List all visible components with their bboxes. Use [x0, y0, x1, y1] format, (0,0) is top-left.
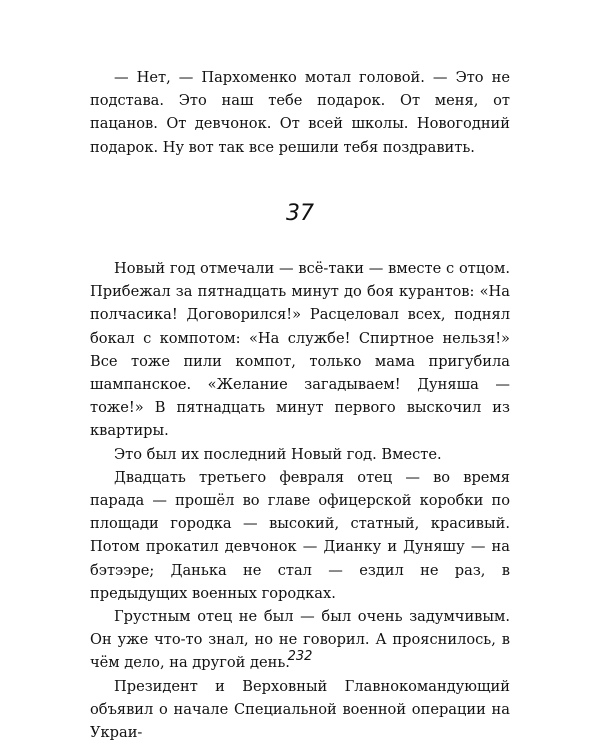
paragraph-parade: Двадцать третьего февраля отец — во время парада — прошёл во главе офицерской коробки по площади городка — высокий, статный, красивый. Потом прокатил девчонок — Дианку и Дуняшу — на бэтээре; Данька не стал — ездил не раз, в предыдущих военных городках.	[90, 468, 510, 602]
chapter-body	[90, 257, 510, 744]
paragraph-new-year: Новый год отмечали — всё-таки — вместе с отцом. Прибежал за пятнадцать минут до боя курантов: «На полчасика! Договорился!» Расцеловал всех, поднял бокал с компотом: «На службе! Спиртное нельзя!» Все тоже пили компот, только мама пригубила шампанское. «Желание загадываем! Дуняша — тоже!» В пятнадцать минут первого выскочил из квартиры.	[90, 260, 510, 440]
opening-paragraph: — Нет, — Пархоменко мотал головой. — Это не подстава. Это наш тебе подарок. От меня, от пацанов. От девчонок. От всей школы. Новогодний подарок. Ну вот так все решили тебя поздравить.	[90, 69, 510, 156]
paragraph-last-new-year: Это был их последний Новый год. Вместе.	[114, 445, 442, 463]
chapter-number: 37	[286, 201, 314, 226]
paragraph-announcement: Президент и Верховный Главнокомандующий объявил о начале Специальной военной операции на Украи-	[90, 677, 510, 742]
paragraph-thoughtful: Грустным отец не был — был очень задумчивым. Он уже что-то знал, но не говорил. А прояснилось, в чём дело, на другой день.	[90, 608, 510, 672]
page-number: 232	[287, 649, 313, 664]
